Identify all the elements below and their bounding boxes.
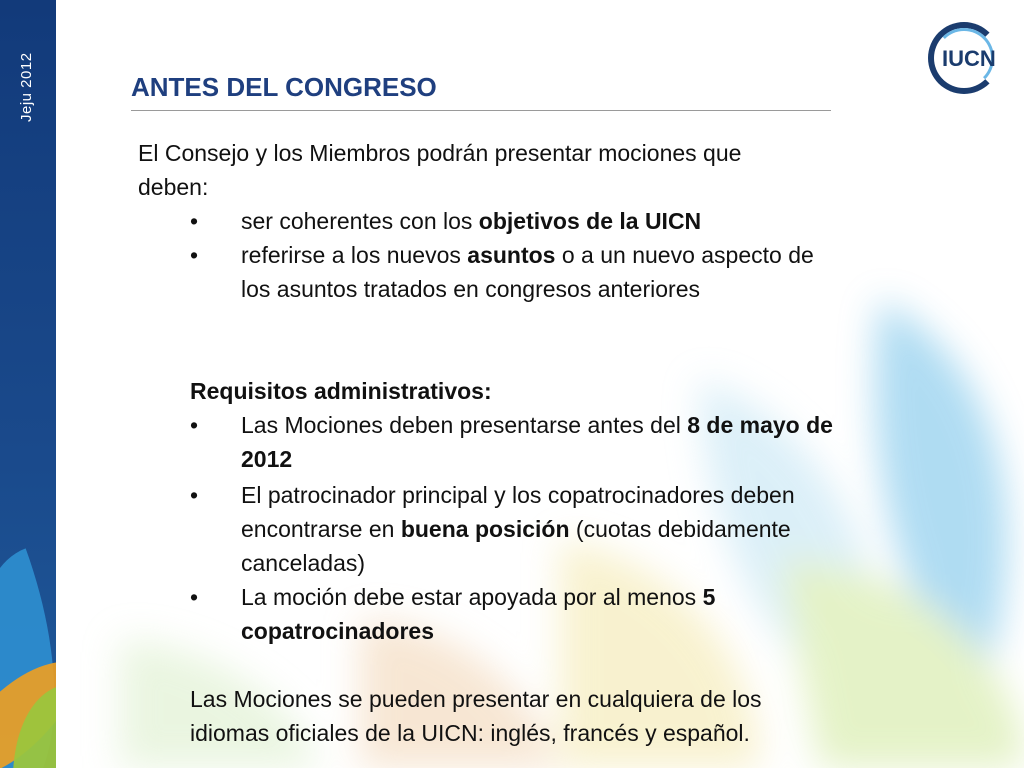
bullet-text-bold: objetivos de la UICN	[478, 208, 702, 234]
logo-text: IUCN	[942, 46, 996, 71]
bullet-text-bold: 8 de mayo de 2012	[241, 412, 833, 472]
bullet-text: ser coherentes con los	[241, 208, 479, 234]
bullet-symbol: •	[190, 482, 199, 508]
bullet-item	[241, 238, 841, 306]
bullet-item	[241, 478, 861, 580]
closing-line-2: idiomas oficiales de la UICN: inglés, francés y español.	[190, 720, 750, 746]
bullet-text-bold: buena posición	[400, 516, 570, 542]
bullet-symbol: •	[190, 208, 199, 234]
bullet-item	[241, 204, 861, 238]
sidebar-label: Jeju 2012	[18, 52, 35, 122]
bullet-symbol: •	[190, 242, 199, 268]
requirements-heading: Requisitos administrativos:	[190, 378, 492, 404]
bullet-text: Las Mociones deben presentarse antes del	[241, 412, 688, 438]
bullet-text-post: o a un nuevo aspecto de los asuntos tratados en congresos anteriores	[241, 242, 814, 302]
bullet-item	[241, 408, 861, 476]
closing-line-1: Las Mociones se pueden presentar en cualquiera de los	[190, 686, 762, 712]
intro-line-2: deben:	[138, 174, 209, 200]
intro-line-1: El Consejo y los Miembros podrán presentar mociones que	[138, 140, 742, 166]
bullet-text: referirse a los nuevos	[241, 242, 468, 268]
bullet-text-bold: asuntos	[467, 242, 556, 268]
bullet-text-post: (cuotas debidamente canceladas)	[241, 516, 791, 576]
bullet-text: La moción debe estar apoyada por al menos	[241, 584, 703, 610]
bullet-symbol: •	[190, 412, 199, 438]
bullet-text-bold: 5 copatrocinadores	[241, 584, 716, 644]
page-title: ANTES DEL CONGRESO	[131, 72, 437, 102]
bullet-symbol: •	[190, 584, 199, 610]
bullet-item	[241, 580, 861, 648]
bullet-text: El patrocinador principal y los copatrocinadores deben encontrarse en	[241, 482, 795, 542]
